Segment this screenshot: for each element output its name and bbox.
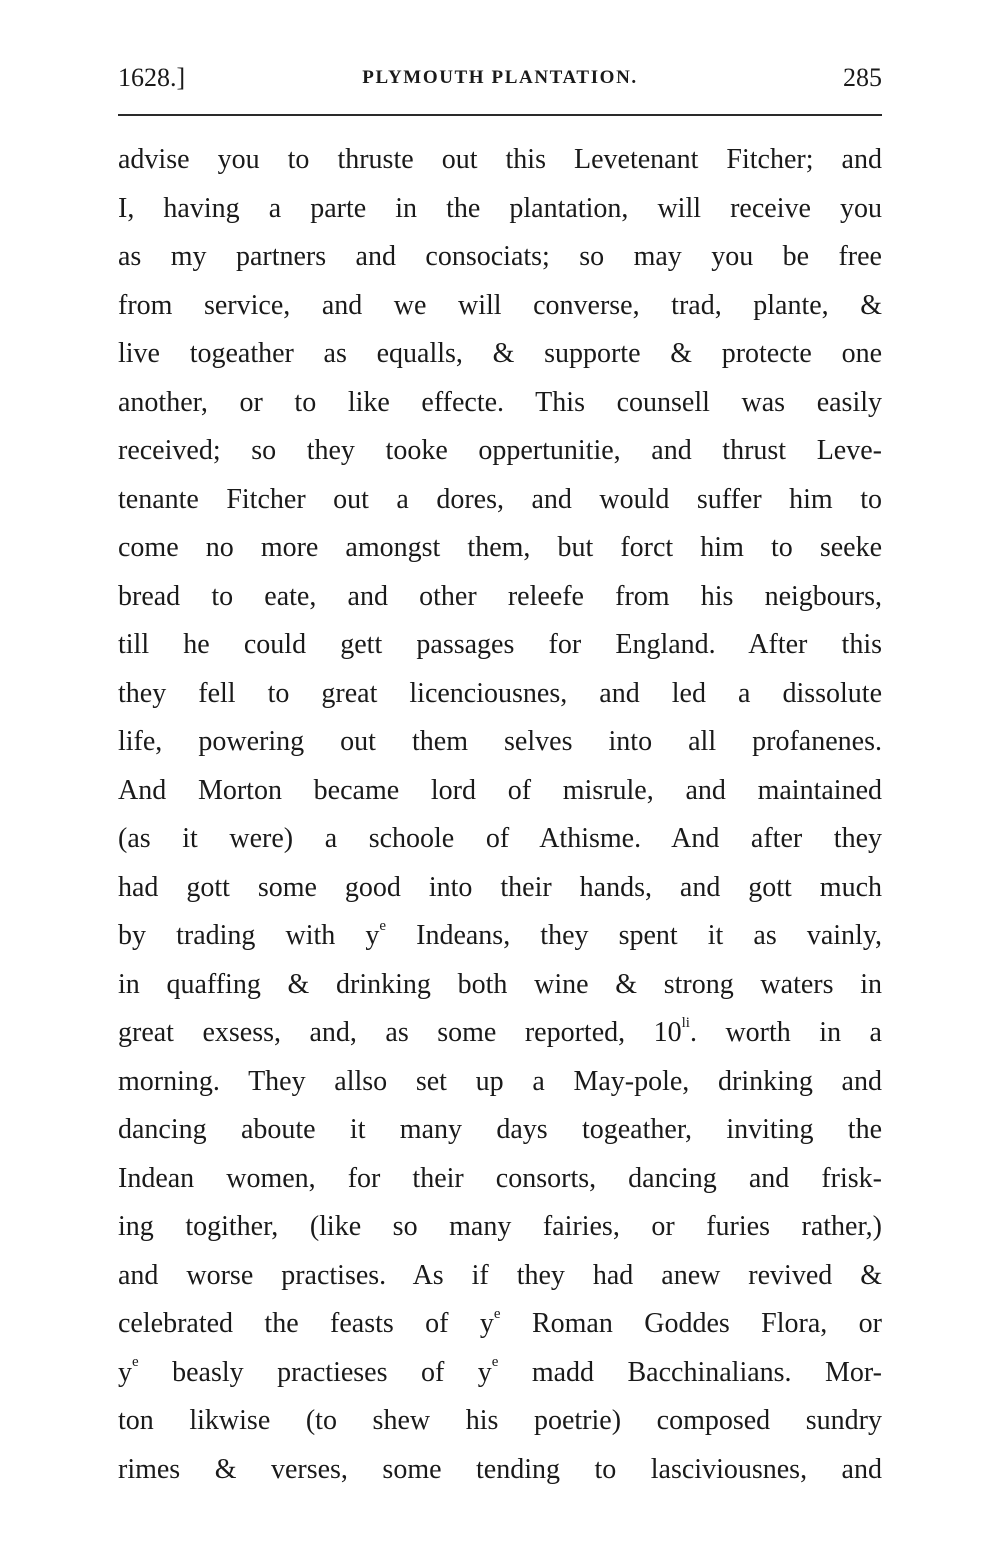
text-line: advise you to thruste out this Levetenant Fitcher; and bbox=[118, 144, 882, 175]
text-line: in quaffing & drinking both wine & strong waters in bbox=[118, 968, 882, 1000]
text-line: tenante Fitcher out a dores, and would suffer him to bbox=[118, 483, 882, 515]
text-line: Indean women, for their consorts, dancing and frisk- bbox=[118, 1162, 882, 1194]
text-segment: Roman Goddes Flora, or bbox=[500, 1308, 882, 1339]
text-line: till he could gett passages for England. After this bbox=[118, 629, 882, 660]
superscript-abbrev: e bbox=[493, 1305, 501, 1322]
text-line: (as it were) a schoole of Athisme. And after they bbox=[118, 823, 882, 854]
running-head bbox=[118, 58, 882, 98]
text-line: ton likwise (to shew his poetrie) composed sundry bbox=[118, 1405, 882, 1436]
text-segment: great exsess, and, as some reported, 10 bbox=[118, 1017, 682, 1048]
text-line: live togeather as equalls, & supporte & protecte one bbox=[118, 338, 882, 369]
header-year: 1628.] bbox=[118, 63, 186, 92]
superscript-abbrev: e bbox=[379, 917, 387, 934]
text-line: bread to eate, and other releefe from his neigbours, bbox=[118, 580, 882, 612]
text-line: I, having a parte in the plantation, will receive you bbox=[118, 192, 882, 224]
superscript-abbrev: li bbox=[681, 1014, 690, 1031]
text-line: come no more amongst them, but forct him to seeke bbox=[118, 532, 882, 563]
text-segment: by trading with y bbox=[118, 920, 380, 951]
text-line: and worse practises. As if they had anew revived & bbox=[118, 1259, 882, 1291]
header-title: PLYMOUTH PLANTATION. bbox=[362, 67, 638, 88]
text-line: had gott some good into their hands, and gott much bbox=[118, 871, 882, 903]
body-text bbox=[118, 136, 882, 1494]
text-line: morning. They allso set up a May-pole, drinking and bbox=[118, 1065, 882, 1097]
text-line: rimes & verses, some tending to lasciviousnes, and bbox=[118, 1453, 882, 1485]
text-line bbox=[118, 1300, 882, 1349]
superscript-abbrev: e bbox=[491, 1354, 499, 1371]
text-line: another, or to like effecte. This counsell was easily bbox=[118, 386, 882, 418]
page-number: 285 bbox=[843, 63, 882, 92]
text-line: And Morton became lord of misrule, and maintained bbox=[118, 774, 882, 806]
text-line bbox=[118, 912, 882, 961]
header-rule bbox=[118, 114, 882, 116]
text-segment: y bbox=[118, 1356, 132, 1388]
text-line: life, powering out them selves into all profanenes. bbox=[118, 726, 882, 757]
text-line: received; so they tooke oppertunitie, and thrust Leve- bbox=[118, 435, 882, 466]
text-line bbox=[118, 1009, 882, 1058]
text-segment: . worth in a bbox=[689, 1017, 882, 1048]
text-segment: celebrated the feasts of y bbox=[118, 1308, 494, 1339]
text-line: from service, and we will converse, trad, plante, & bbox=[118, 289, 882, 321]
superscript-abbrev: e bbox=[132, 1354, 139, 1371]
text-line bbox=[118, 1349, 882, 1398]
text-line: dancing aboute it many days togeather, inviting the bbox=[118, 1114, 882, 1145]
text-segment: beasly practieses of y bbox=[138, 1356, 492, 1388]
text-segment: madd Bacchinalians. Mor- bbox=[498, 1356, 882, 1388]
text-segment: Indeans, they spent it as vainly, bbox=[386, 920, 882, 951]
text-line: ing togither, (like so many fairies, or furies rather,) bbox=[118, 1211, 882, 1242]
text-line: they fell to great licenciousnes, and led a dissolute bbox=[118, 677, 882, 709]
text-line: as my partners and consociats; so may you be free bbox=[118, 241, 882, 272]
